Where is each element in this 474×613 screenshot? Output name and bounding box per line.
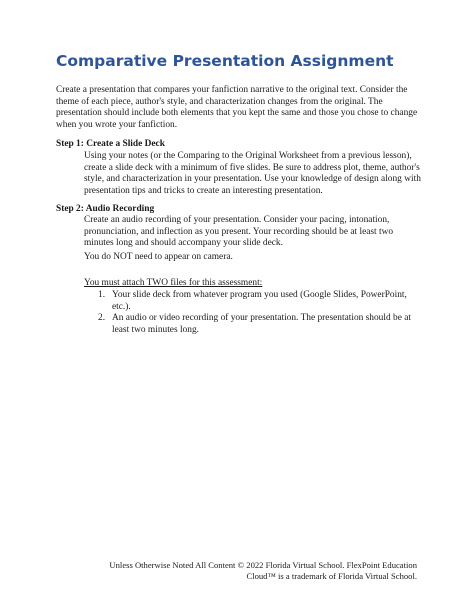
attach-heading: You must attach TWO files for this assessment: bbox=[84, 278, 263, 288]
camera-note: You do NOT need to appear on camera. bbox=[84, 252, 233, 262]
page-title: Comparative Presentation Assignment bbox=[56, 52, 394, 70]
step2-heading: Step 2: Audio Recording bbox=[56, 204, 155, 214]
footer-copyright bbox=[0, 560, 417, 582]
footer-line-1: Unless Otherwise Noted All Content © 2022 Florida Virtual School. FlexPoint Education bbox=[109, 560, 417, 570]
footer-line-2: Cloud™ is a trademark of Florida Virtual School. bbox=[246, 571, 417, 581]
intro-paragraph: Create a presentation that compares your fanfiction narrative to the original text. Consider the theme of each piece, author's style, and characterization changes from the original. The presentation should include both elements that you kept the same and those you chose to change when you wrote your fanfiction. bbox=[56, 85, 418, 130]
step1-heading: Step 1: Create a Slide Deck bbox=[56, 139, 165, 149]
list-item bbox=[84, 313, 424, 336]
list-item-text: An audio or video recording of your presentation. The presentation should be at least two minutes long. bbox=[112, 313, 411, 335]
step2-body: Create an audio recording of your presentation. Consider your pacing, intonation, pronunciation, and inflection as you present. Your recording should be at least two minutes long and should accompany your slide deck. bbox=[84, 215, 394, 249]
step1-body: Using your notes (or the Comparing to the Original Worksheet from a previous lesson), create a slide deck with a minimum of five slides. Be sure to address plot, theme, author's style, and characterization in your presentation. Use your knowledge of design along with presentation tips and tricks to create an interesting presentation. bbox=[84, 151, 421, 196]
list-item-number: 2. bbox=[98, 313, 106, 324]
list-item bbox=[84, 290, 424, 313]
list-item-number: 1. bbox=[98, 290, 106, 300]
attachment-list bbox=[84, 290, 424, 336]
list-item-text: Your slide deck from whatever program you used (Google Slides, PowerPoint, etc.). bbox=[112, 290, 407, 312]
